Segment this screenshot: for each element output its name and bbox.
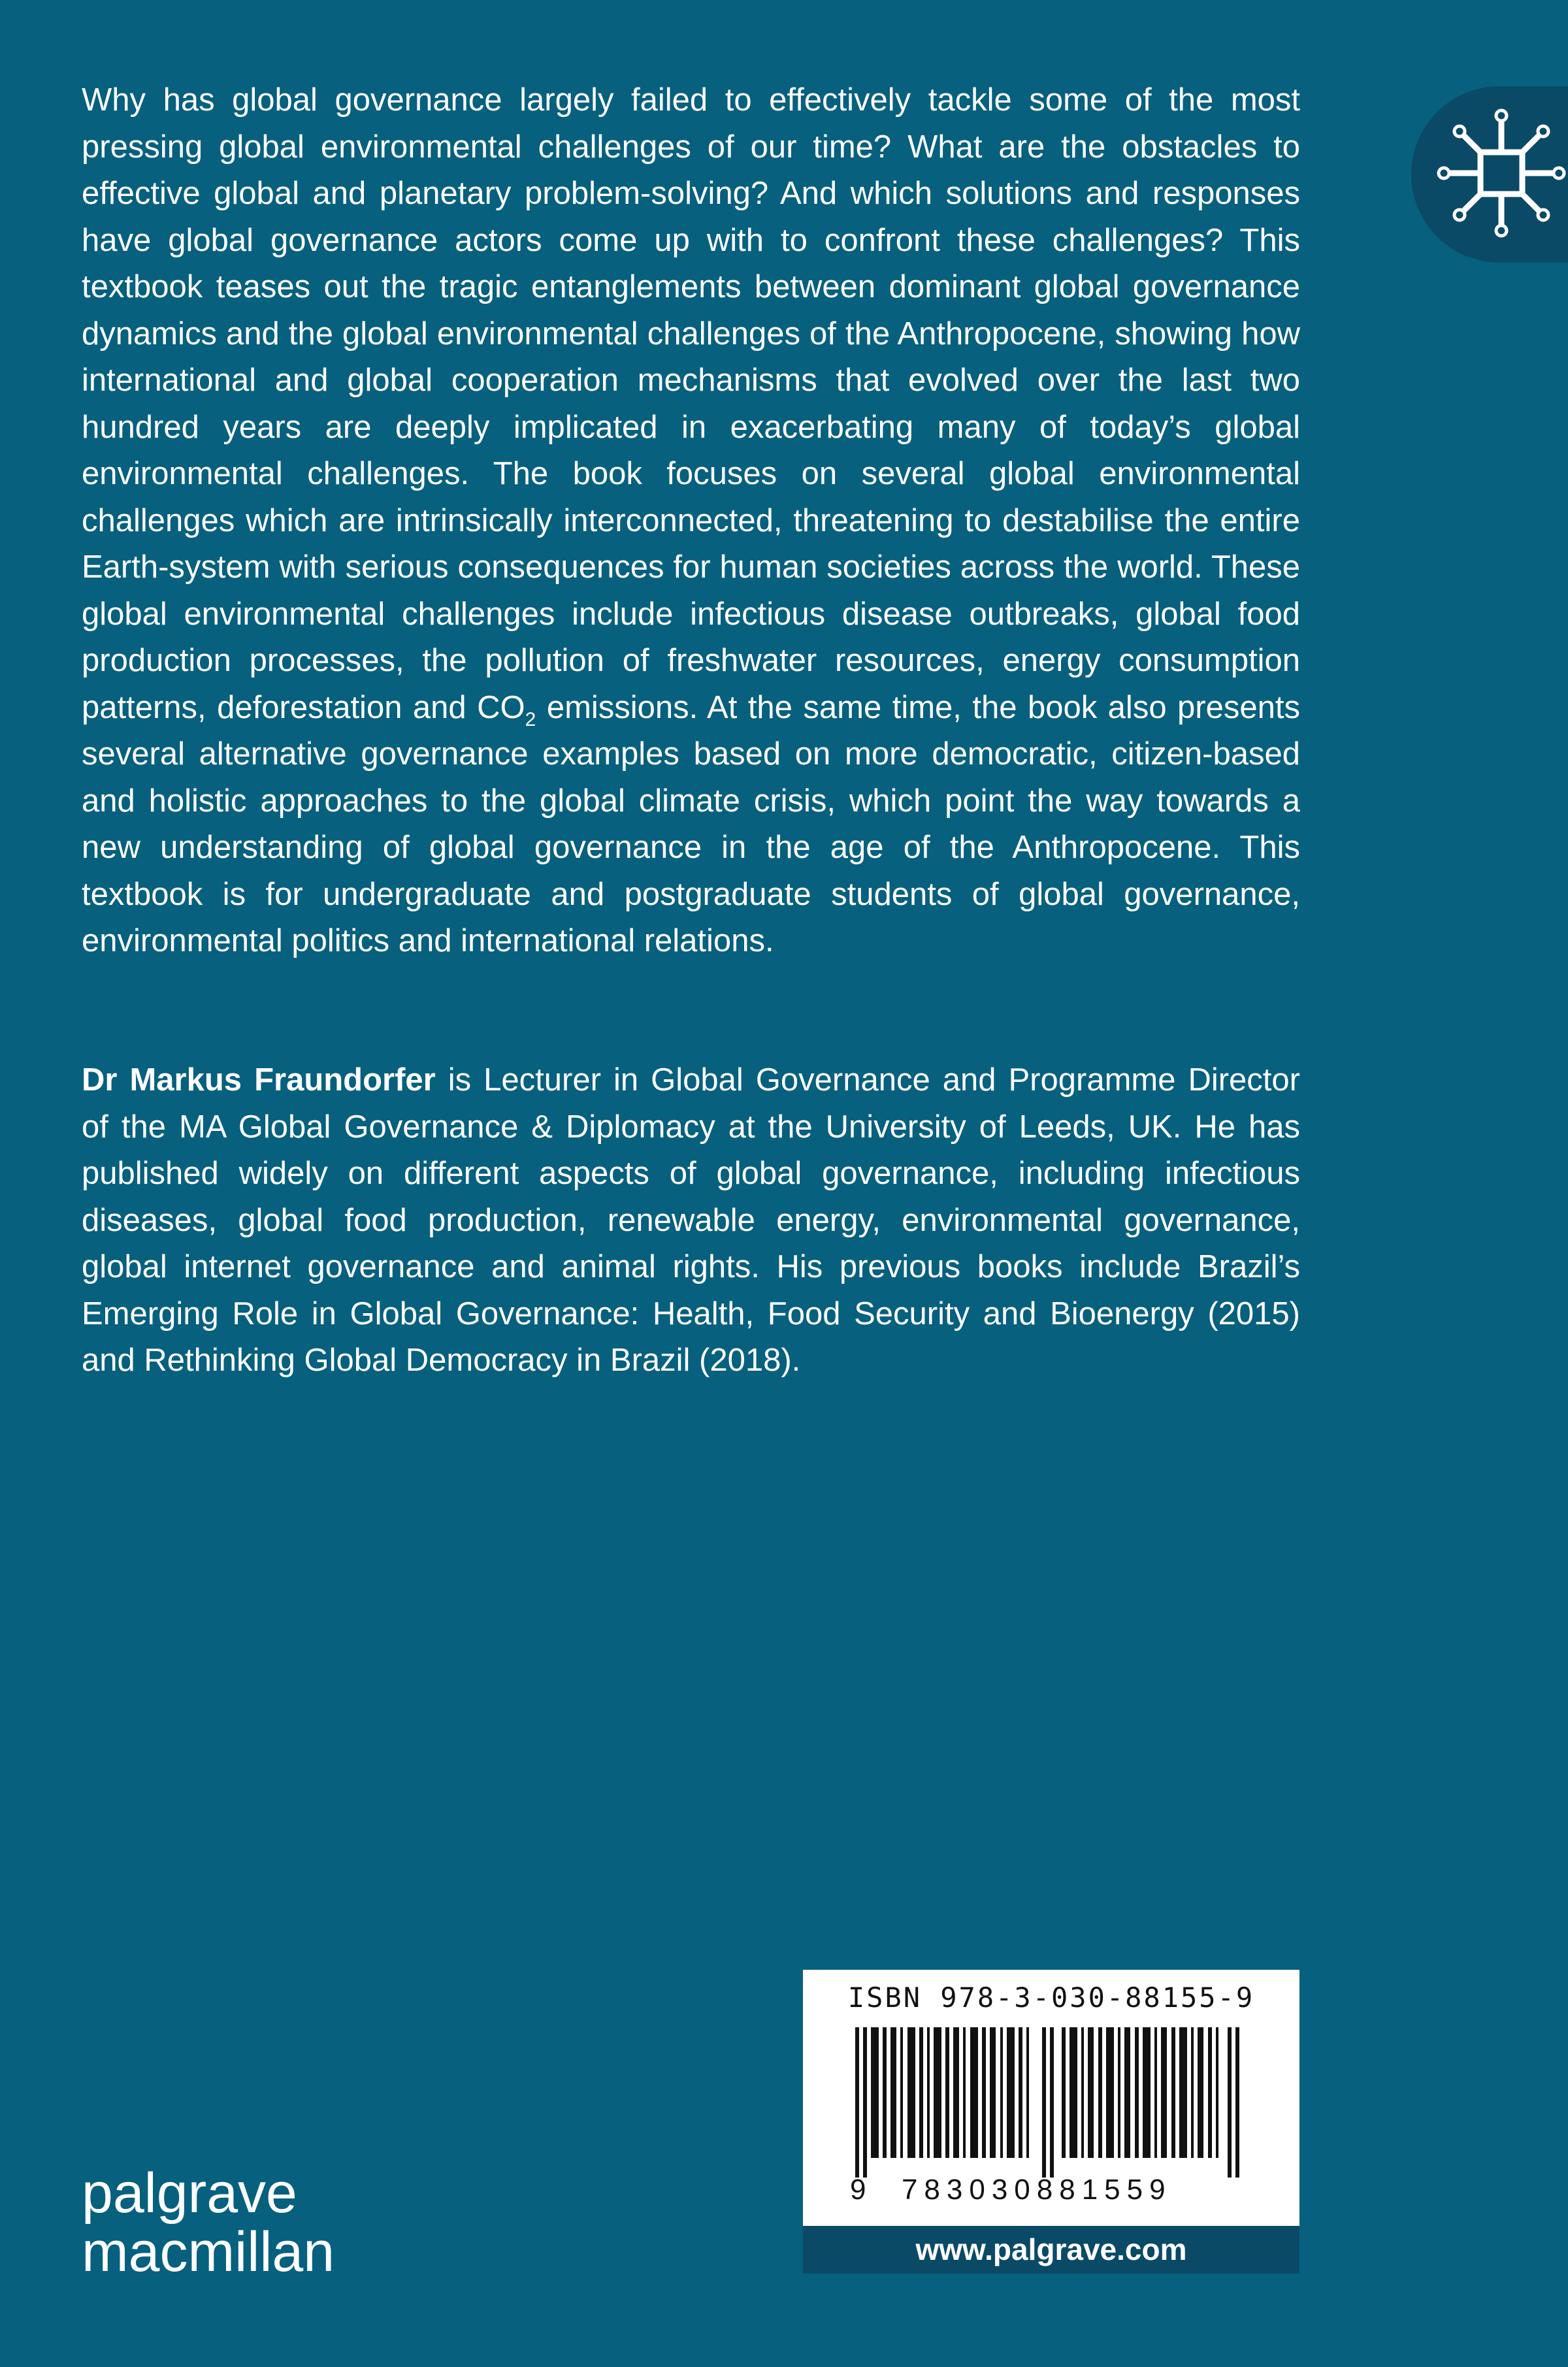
blurb-text-part2: emissions. At the same time, the book also presents several alternative governance examples based on more democratic, citizen-based and holistic approaches to the global climate crisis, which point the way towards a new understanding of global governance in the age of the Anthropocene. This textbook is for undergraduate and postgraduate students of global governance, environmental politics and international relations. xyxy=(82,689,1300,958)
isbn-barcode-box xyxy=(803,1970,1299,2226)
author-name: Dr Markus Fraundorfer xyxy=(82,1062,436,1098)
co2-subscript: 2 xyxy=(525,708,536,730)
ean-main-digits: 783030881559 xyxy=(901,2174,1172,2206)
author-bio xyxy=(82,1057,1300,1384)
ean-lead-digit: 9 xyxy=(850,2174,873,2206)
ean-digits xyxy=(850,2174,1255,2206)
barcode-icon xyxy=(855,2027,1247,2178)
blurb-paragraph xyxy=(82,77,1300,965)
author-bio-text: is Lecturer in Global Governance and Programme Director of the MA Global Governance & Diplomacy at the University of Leeds, UK. He has published widely on different aspects of global governance, including infectious diseases, global food production, renewable energy, environmental governance, global internet governance and animal rights. His previous books include Brazil’s Emerging Role in Global Governance: Health, Food Security and Bioenergy (2015) and Rethinking Global Democracy in Brazil (2018). xyxy=(82,1062,1300,1378)
isbn-number: ISBN 978-3-030-88155-9 xyxy=(847,1982,1255,2014)
publisher-logo-badge xyxy=(1411,86,1568,263)
publisher-line1: palgrave xyxy=(82,2162,297,2225)
website-url[interactable]: www.palgrave.com xyxy=(803,2226,1299,2274)
publisher-wordmark xyxy=(82,2164,335,2281)
blurb-text-part1: Why has global governance largely failed to effectively tackle some of the most pressing global environmental challenges of our time? What are the obstacles to effective global and planetary problem-solving? And which solutions and responses have global governance actors come up with to confront these challenges? This textbook teases out the tragic entanglements between dominant global governance dynamics and the global environmental challenges of the Anthropocene, showing how international and global cooperation mechanisms that evolved over the last two hundred years are deeply implicated in exacerbating many of today’s global environmental challenges. The book focuses on several global environmental challenges which are intrinsically interconnected, threatening to destabilise the entire Earth-system with serious consequences for human societies across the world. These global environmental challenges include infectious disease outbreaks, global food production processes, the pollution of freshwater resources, energy consumption patterns, deforestation and CO xyxy=(82,82,1300,725)
palgrave-logo-icon xyxy=(1436,108,1567,238)
publisher-line2: macmillan xyxy=(82,2221,335,2283)
